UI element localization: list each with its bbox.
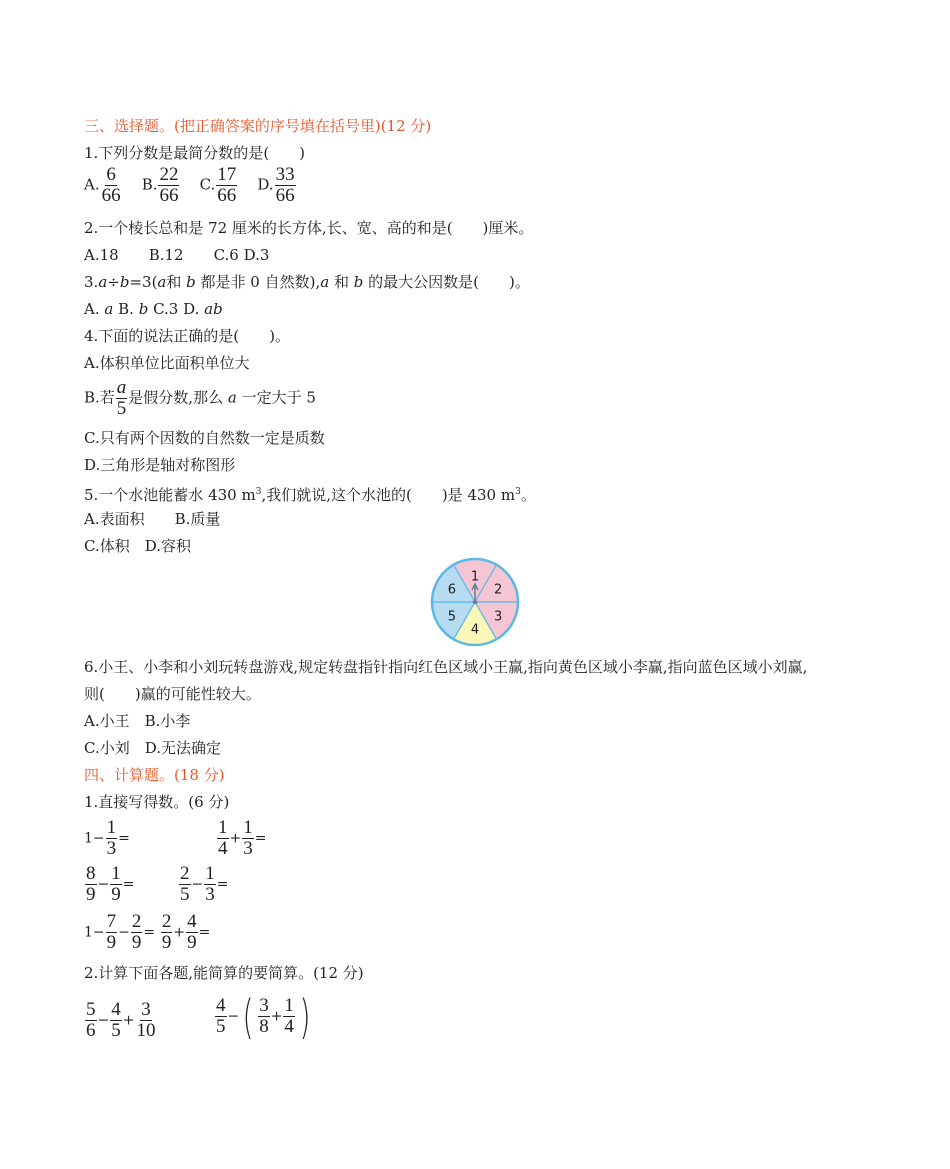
spinner-center [473, 600, 477, 604]
q3-stem: 3.a÷b=3(a和 b 都是非 0 自然数),a 和 b 的最大公因数是( )。 [84, 273, 530, 291]
q5-stem: 5.一个水池能蓄水 430 $m^3$,我们就说,这个水池的( )是 430 $m^3$。 [84, 486, 536, 504]
q4-option-d: D.三角形是轴对称图形 [84, 456, 236, 474]
section-3-title: 三、选择题。(把正确答案的序号填在括号里)(12 分) [84, 117, 432, 135]
q1-stem: 1.下列分数是最简分数的是( ) [84, 144, 306, 162]
calc-1-4: $\frac{2}{5}$ − $\frac{1}{3}$ = [180, 863, 229, 905]
q2-stem: 2.一个棱长总和是 72 厘米的长方体,长、宽、高的和是( )厘米。 [84, 219, 534, 237]
q6-stem-line2: 则( )赢的可能性较大。 [84, 685, 261, 703]
q1-option-c[interactable]: C. $\frac{17}{66}$ [199, 164, 237, 206]
left-paren: ( [242, 989, 254, 1044]
calc-1-1: 1− $\frac{1}{3}$ = [84, 817, 130, 859]
calc-part2-stem: 2.计算下面各题,能简算的要简算。(12 分) [84, 964, 364, 982]
calc-1-3: $\frac{8}{9}$ − $\frac{1}{9}$ = [86, 863, 135, 905]
calc-2-1: $\frac{5}{6}$ − $\frac{4}{5}$ + $\frac{3}{10}$ [86, 999, 156, 1041]
spinner-label-2: 2 [493, 582, 503, 598]
q1-option-a[interactable]: A. $\frac{6}{66}$ [84, 164, 121, 206]
q1-options [84, 165, 297, 206]
q4-stem: 4.下面的说法正确的是( )。 [84, 327, 291, 345]
q6-options-line2: C.小刘 D.无法确定 [84, 739, 221, 757]
spinner-wheel [428, 556, 522, 648]
spinner-label-5: 5 [447, 609, 457, 625]
q5-options-line2: C.体积 D.容积 [84, 537, 191, 555]
right-paren: ) [299, 989, 311, 1044]
calc-2-2: $\frac{4}{5}$ −( $\frac{3}{8}$ + $\frac{1}{4}$ ) [216, 989, 311, 1044]
q3-options: A. a B. b C.3 D. ab [84, 300, 223, 318]
section-4-title: 四、计算题。(18 分) [84, 766, 225, 784]
q6-options-line1: A.小王 B.小李 [84, 712, 191, 730]
spinner-label-1: 1 [470, 569, 480, 585]
q5-options-line1: A.表面积 B.质量 [84, 510, 221, 528]
q2-options: A.18 B.12 C.6 D.3 [84, 246, 270, 264]
calc-1-2: $\frac{1}{4}$ + $\frac{1}{3}$ = [218, 817, 267, 859]
spinner-label-4: 4 [470, 622, 480, 638]
spinner-label-6: 6 [447, 582, 457, 598]
calc-part1-stem: 1.直接写得数。(6 分) [84, 793, 230, 811]
calc-1-5: 1− $\frac{7}{9}$ − $\frac{2}{9}$ = $\frac{2}{9}$ + $\frac{4}{9}$ = [84, 911, 211, 953]
q4-option-b: B.若 $\frac{a}{5}$ 是假分数,那么 a 一定大于 5 [84, 377, 316, 419]
q1-option-d[interactable]: D. $\frac{33}{66}$ [257, 164, 295, 206]
spinner-label-3: 3 [493, 609, 503, 625]
q4-option-c: C.只有两个因数的自然数一定是质数 [84, 429, 325, 447]
q4-option-a: A.体积单位比面积单位大 [84, 354, 250, 372]
q1-option-b[interactable]: B. $\frac{22}{66}$ [141, 164, 179, 206]
q6-stem-line1: 6.小王、小李和小刘玩转盘游戏,规定转盘指针指向红色区域小王赢,指向黄色区域小李赢,指向蓝色区域小刘赢, [84, 658, 808, 676]
